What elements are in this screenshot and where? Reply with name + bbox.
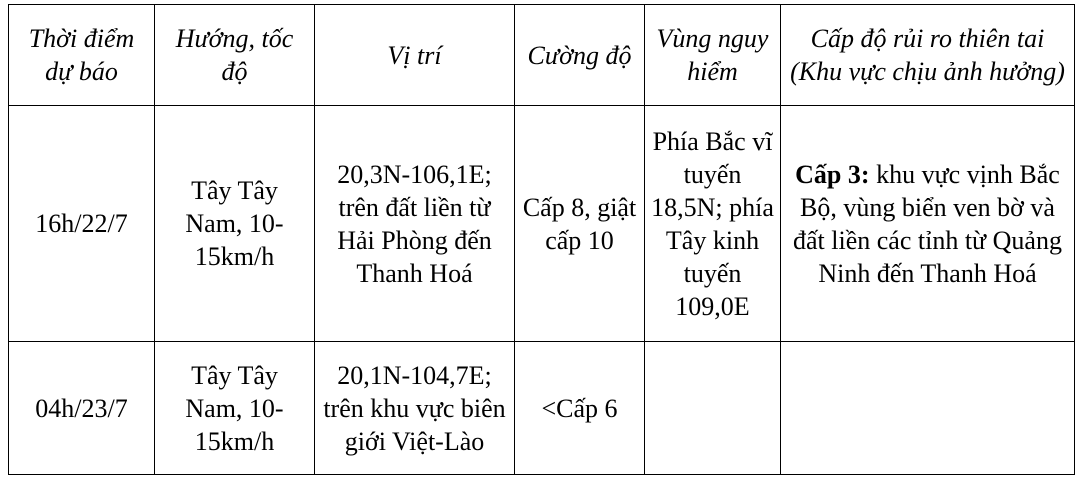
cell-time: 04h/23/7 — [9, 342, 155, 475]
cell-position: 20,1N-104,7E; trên khu vực biên giới Việt-Lào — [315, 342, 515, 475]
cell-intensity: Cấp 8, giật cấp 10 — [515, 106, 645, 342]
forecast-table — [8, 4, 1075, 475]
header-risk-level: Cấp độ rủi ro thiên tai (Khu vực chịu ảnh hưởng) — [781, 5, 1075, 106]
cell-danger-zone — [645, 342, 781, 475]
cell-danger-zone: Phía Bắc vĩ tuyến 18,5N; phía Tây kinh tuyến 109,0E — [645, 106, 781, 342]
cell-intensity: <Cấp 6 — [515, 342, 645, 475]
cell-direction-speed: Tây Tây Nam, 10-15km/h — [155, 106, 315, 342]
table-row — [9, 106, 1075, 342]
header-intensity: Cường độ — [515, 5, 645, 106]
table-header-row — [9, 5, 1075, 106]
cell-risk — [781, 342, 1075, 475]
risk-area-text: khu vực vịnh Bắc Bộ, vùng biển ven bờ và đất liền các tỉnh từ Quảng Ninh đến Thanh Hoá — [793, 159, 1062, 288]
cell-time: 16h/22/7 — [9, 106, 155, 342]
cell-risk — [781, 106, 1075, 342]
cell-position: 20,3N-106,1E; trên đất liền từ Hải Phòng đến Thanh Hoá — [315, 106, 515, 342]
cell-direction-speed: Tây Tây Nam, 10-15km/h — [155, 342, 315, 475]
header-position: Vị trí — [315, 5, 515, 106]
header-danger-zone: Vùng nguy hiểm — [645, 5, 781, 106]
risk-level-label: Cấp 3: — [795, 159, 870, 189]
header-forecast-time: Thời điểm dự báo — [9, 5, 155, 106]
table-row — [9, 342, 1075, 475]
header-direction-speed: Hướng, tốc độ — [155, 5, 315, 106]
